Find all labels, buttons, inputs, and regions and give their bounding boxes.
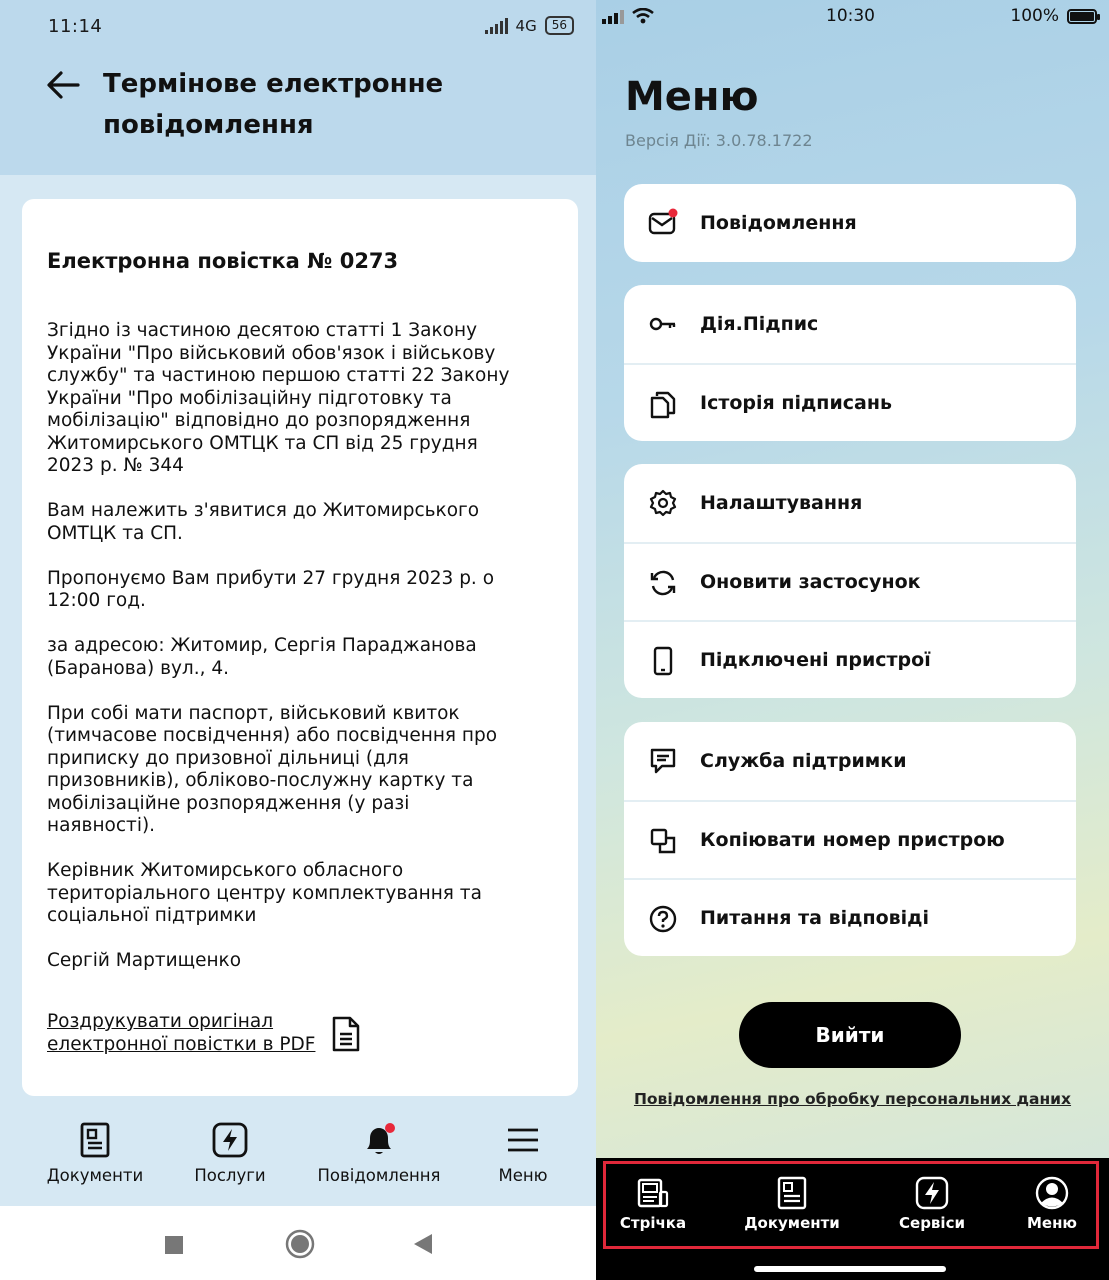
menu-item-label: Копіювати номер пристрою — [700, 829, 1005, 851]
menu-item-label: Питання та відповіді — [700, 907, 930, 929]
menu-item-label: Підключені пристрої — [700, 649, 931, 671]
status-icons-left — [602, 8, 654, 24]
tab-menu[interactable] — [448, 1122, 596, 1185]
tab-documents[interactable] — [20, 1122, 170, 1185]
signatory-name: Сергій Мартищенко — [47, 950, 242, 971]
status-icons-right — [1010, 6, 1097, 26]
menu-item-signature[interactable] — [624, 285, 1076, 363]
menu-item-update-app[interactable] — [624, 542, 1076, 620]
bottom-tab-bar — [0, 1108, 596, 1206]
signal-icon — [485, 18, 508, 34]
menu-group-signature — [624, 285, 1076, 441]
tab-label: Документи — [46, 1166, 144, 1185]
tab-notifications[interactable] — [304, 1122, 454, 1185]
tab-label: Стрічка — [619, 1214, 687, 1232]
tab-label: Меню — [498, 1166, 548, 1185]
menu-item-connected-devices[interactable] — [624, 620, 1076, 698]
copy-icon — [648, 826, 678, 856]
menu-item-label: Історія підписань — [700, 392, 892, 414]
home-button-icon[interactable] — [284, 1228, 316, 1260]
tab-documents[interactable] — [732, 1176, 852, 1232]
lightning-icon — [915, 1176, 949, 1210]
print-pdf-label[interactable]: Роздрукувати оригінал електронної повістки в PDF — [47, 1011, 316, 1055]
documents-icon — [775, 1176, 809, 1210]
menu-item-label: Служба підтримки — [700, 750, 907, 772]
paragraph: Згідно із частиною десятою статті 1 Закону України "Про військовий обов'язок і військову службу" та частиною першою статті 22 Закону України "Про мобілізаційну підготовку та мобілізацію" відповідно до розпорядження Житомирського ОМТЦК та СП від 25 грудня 2023 р. № 344 — [47, 320, 510, 476]
app-version: Версія Дії: 3.0.78.1722 — [625, 131, 813, 150]
back-button-icon[interactable] — [412, 1232, 434, 1256]
question-circle-icon — [648, 904, 678, 934]
menu-item-copy-device-number[interactable] — [624, 800, 1076, 878]
profile-icon — [1035, 1176, 1069, 1210]
menu-item-label: Повідомлення — [700, 212, 857, 234]
envelope-notification-icon — [648, 208, 678, 238]
key-icon — [648, 309, 678, 339]
paragraph: Керівник Житомирського обласного територіального центру комплектування та соціальної підтримки — [47, 860, 482, 926]
menu-title: Меню — [625, 74, 759, 120]
bottom-tab-bar — [596, 1158, 1109, 1280]
documents-icon — [80, 1122, 110, 1158]
tab-label: Сервіси — [899, 1214, 965, 1232]
lightning-icon — [212, 1122, 248, 1158]
paragraph: Вам належить з'явитися до Житомирського ОМТЦК та СП. — [47, 500, 480, 544]
status-time: 11:14 — [48, 16, 103, 37]
battery-percent: 100% — [1010, 6, 1059, 26]
tab-label: Документи — [744, 1214, 840, 1232]
menu-item-settings[interactable] — [624, 464, 1076, 542]
summons-body — [47, 320, 557, 995]
android-nav-bar — [0, 1206, 596, 1280]
summons-card — [22, 199, 578, 1096]
tab-label: Послуги — [194, 1166, 266, 1185]
network-type: 4G — [515, 16, 537, 35]
feed-icon — [636, 1176, 670, 1210]
home-indicator — [754, 1266, 946, 1272]
tab-services[interactable] — [155, 1122, 305, 1185]
back-arrow-icon[interactable] — [46, 70, 80, 100]
right-screen — [596, 0, 1109, 1280]
cellular-signal-icon — [602, 10, 624, 24]
page-title: Термінове електронне повідомлення — [103, 69, 444, 140]
tab-services[interactable] — [872, 1176, 992, 1232]
copy-documents-icon — [648, 389, 678, 419]
paragraph: Пропонуємо Вам прибути 27 грудня 2023 р. о 12:00 год. — [47, 567, 495, 611]
battery-icon — [1067, 9, 1097, 24]
menu-group-support — [624, 722, 1076, 956]
refresh-icon — [648, 568, 678, 598]
tab-label: Меню — [1026, 1214, 1078, 1232]
summons-title: Електронна повістка № 0273 — [47, 249, 399, 273]
document-icon[interactable] — [331, 1016, 361, 1052]
battery-icon: 56 — [545, 16, 574, 35]
phone-icon — [648, 646, 678, 676]
print-pdf-link[interactable] — [47, 1011, 361, 1056]
menu-item-faq[interactable] — [624, 878, 1076, 956]
menu-group-settings — [624, 464, 1076, 698]
menu-item-notifications[interactable] — [624, 184, 1076, 262]
tab-feed[interactable] — [596, 1176, 713, 1232]
menu-group-notifications — [624, 184, 1076, 262]
chat-bubble-icon — [648, 746, 678, 776]
logout-button[interactable]: Вийти — [739, 1002, 961, 1068]
wifi-icon — [632, 8, 654, 24]
gear-icon — [648, 488, 678, 518]
menu-item-label: Дія.Підпис — [700, 313, 819, 335]
paragraph: за адресою: Житомир, Сергія Параджанова (Баранова) вул., 4. — [47, 635, 477, 679]
tab-label: Повідомлення — [317, 1166, 441, 1185]
tab-menu[interactable] — [992, 1176, 1109, 1232]
menu-item-support[interactable] — [624, 722, 1076, 800]
menu-item-label: Оновити застосунок — [700, 571, 921, 593]
status-time: 10:30 — [826, 6, 875, 26]
privacy-notice-link[interactable]: Повідомлення про обробку персональних даних — [633, 1090, 1072, 1108]
hamburger-menu-icon — [505, 1122, 541, 1158]
menu-item-label: Налаштування — [700, 492, 863, 514]
recents-button-icon[interactable] — [163, 1234, 185, 1256]
status-icons — [485, 16, 574, 35]
bell-icon — [361, 1122, 397, 1158]
menu-item-sign-history[interactable] — [624, 363, 1076, 441]
paragraph: При собі мати паспорт, військовий квиток (тимчасове посвідчення) або посвідчення про приписку до призовної дільниці (для призовників), обліково-послужну картку та мобілізаційне розпорядження (у разі наявності). — [47, 702, 498, 836]
